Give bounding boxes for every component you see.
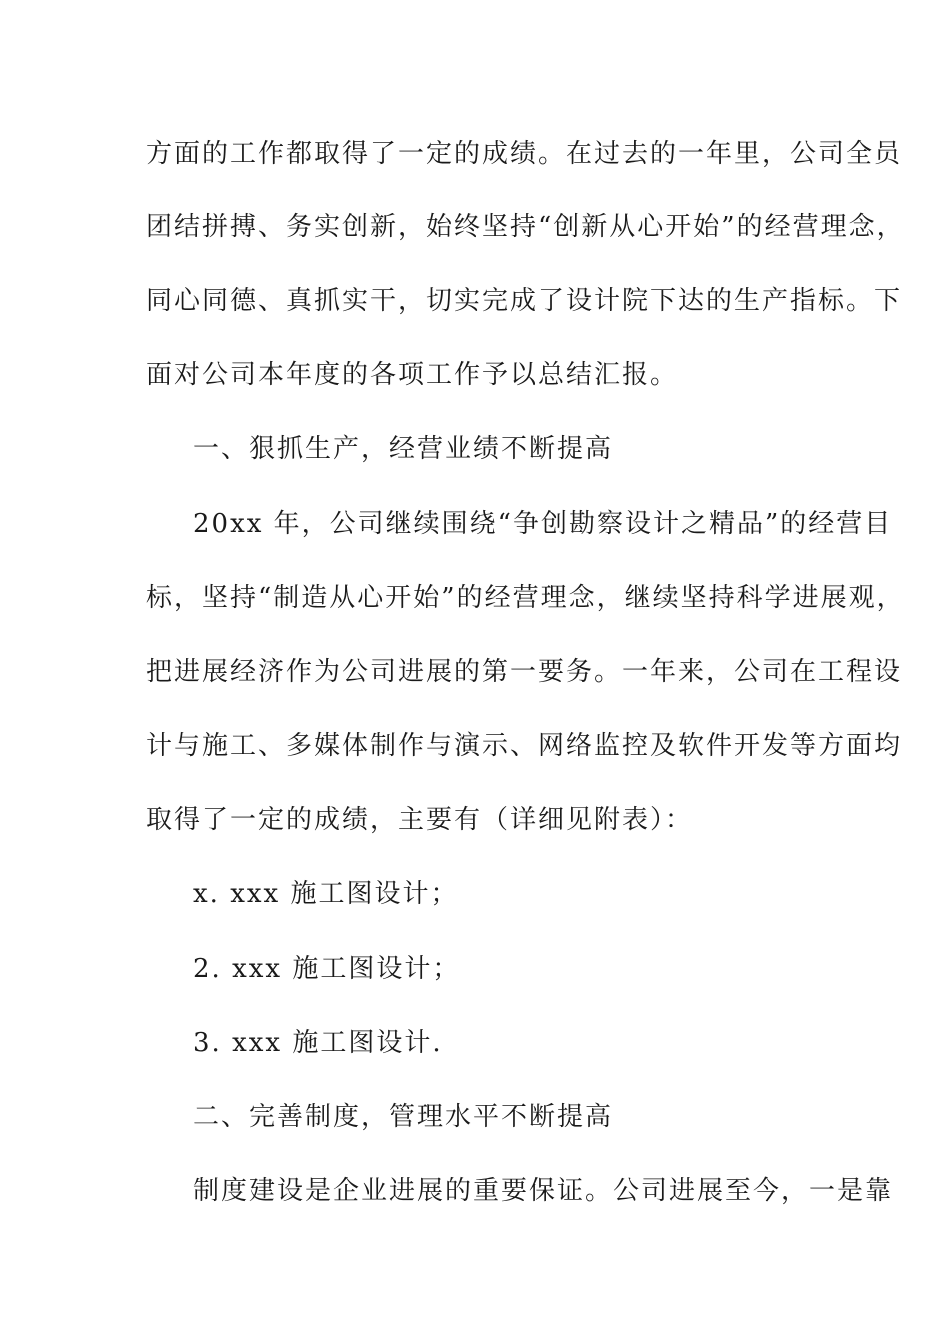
paragraph-line: 同心同德、真抓实干，切实完成了设计院下达的生产指标。下 [146,286,903,316]
list-item: x. xxx 施工图设计； [193,879,459,909]
list-item: 3. xxx 施工图设计. [193,1028,443,1058]
list-item: 2. xxx 施工图设计； [193,954,461,984]
paragraph-line: 计与施工、多媒体制作与演示、网络监控及软件开发等方面均 [146,731,903,761]
paragraph-line: 20xx 年，公司继续围绕“争创勘察设计之精品”的经营目 [193,509,893,539]
paragraph-line: 方面的工作都取得了一定的成绩。在过去的一年里，公司全员 [146,139,903,169]
section-heading-1: 一、狠抓生产，经营业绩不断提高 [193,434,614,464]
paragraph-line: 取得了一定的成绩，主要有（详细见附表）： [146,805,694,835]
paragraph-line: 标，坚持“制造从心开始”的经营理念，继续坚持科学进展观， [146,583,905,613]
paragraph-line: 面对公司本年度的各项工作予以总结汇报。 [146,360,679,390]
paragraph-line: 团结拼搏、务实创新，始终坚持“创新从心开始”的经营理念， [146,212,905,242]
section-heading-2: 二、完善制度，管理水平不断提高 [193,1102,614,1132]
paragraph-line: 制度建设是企业进展的重要保证。公司进展至今，一是靠 [193,1176,894,1206]
paragraph-line: 把进展经济作为公司进展的第一要务。一年来，公司在工程设 [146,657,903,687]
